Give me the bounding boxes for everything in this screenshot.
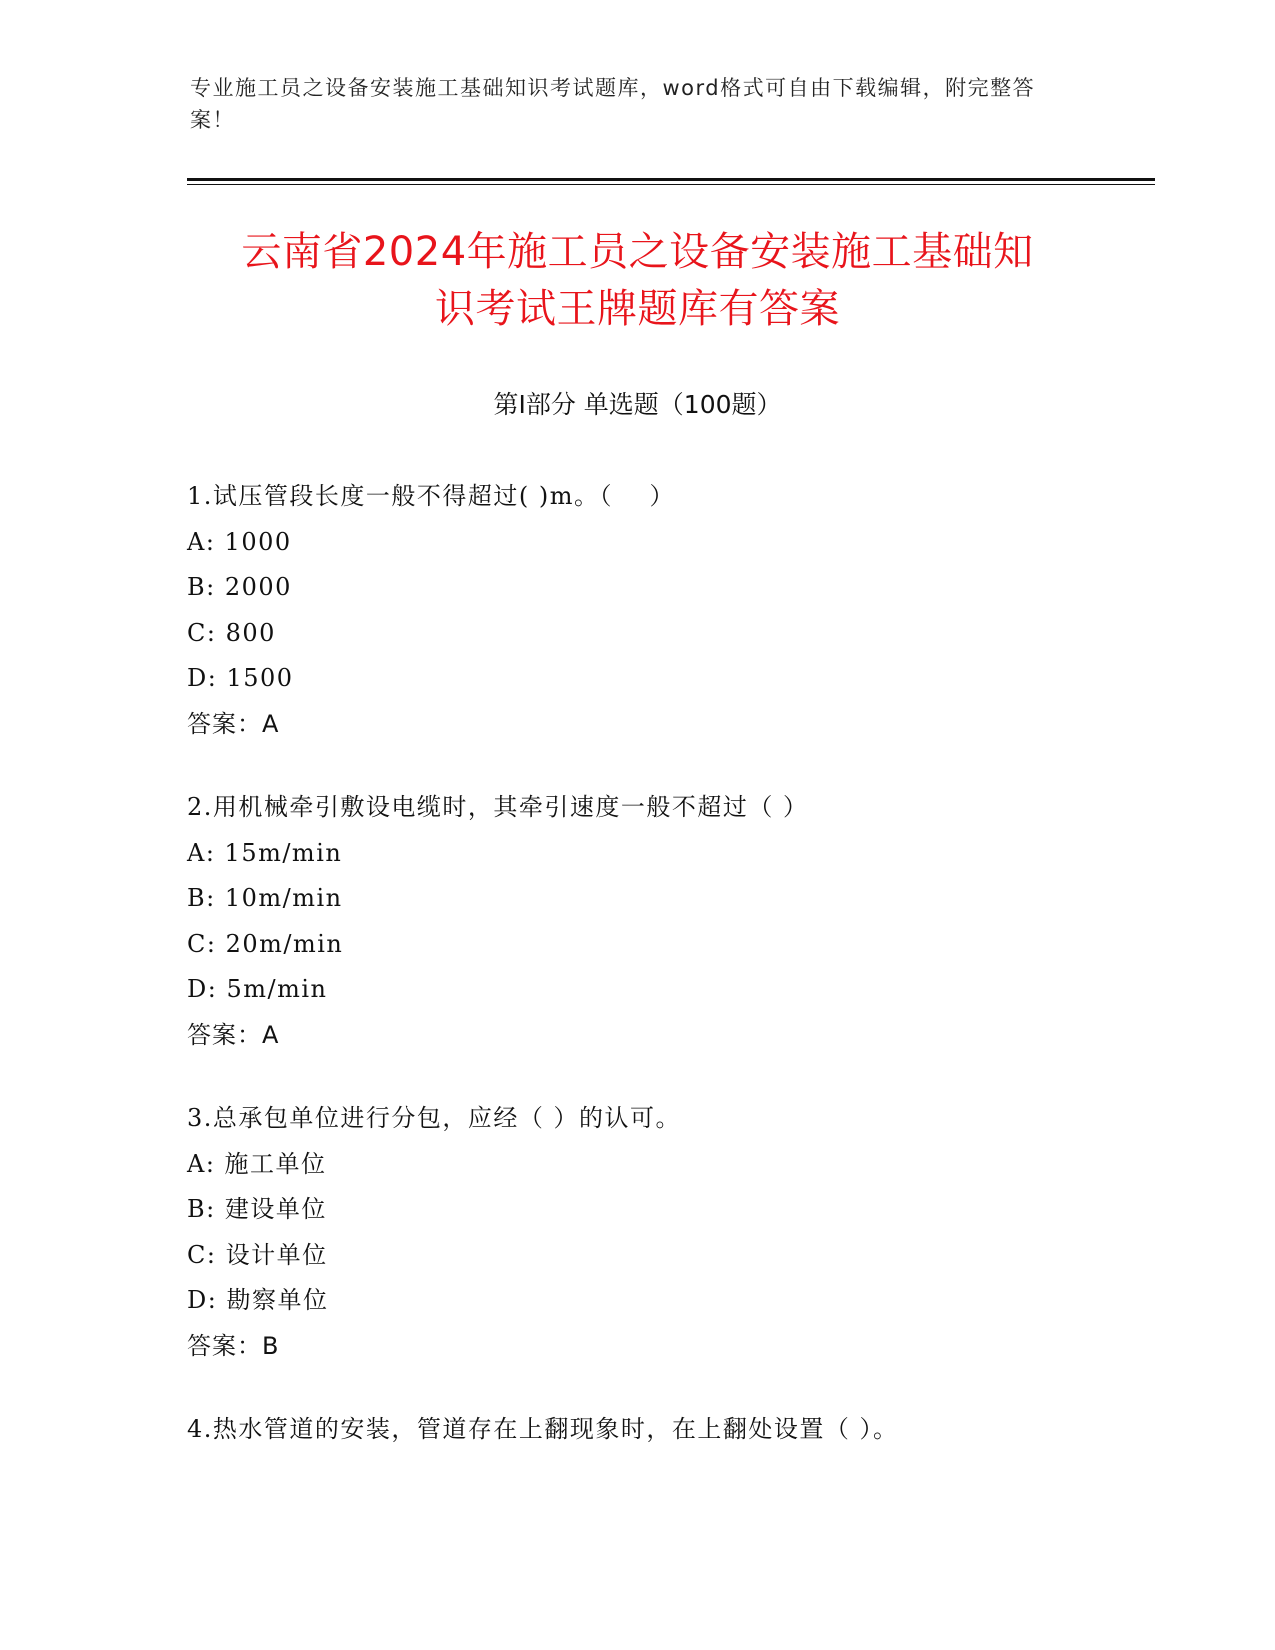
option-a: A: 1000 bbox=[187, 527, 292, 556]
document-title-line-2: 识考试王牌题库有答案 bbox=[435, 286, 840, 332]
header-note: 专业施工员之设备安装施工基础知识考试题库，word格式可自由下载编辑，附完整答案！ bbox=[190, 76, 1036, 132]
question-stem: 2.用机械牵引敷设电缆时，其牵引速度一般不超过（ ） bbox=[187, 793, 809, 821]
question-stem: 4.热水管道的安装，管道存在上翻现象时，在上翻处设置（ ）。 bbox=[187, 1415, 899, 1443]
option-c: C: 设计单位 bbox=[187, 1240, 328, 1269]
document-title-line-1: 云南省2024年施工员之设备安装施工基础知 bbox=[241, 229, 1034, 275]
option-d: D: 5m/min bbox=[187, 975, 328, 1003]
answer: 答案：A bbox=[187, 709, 280, 738]
option-b: B: 2000 bbox=[187, 573, 292, 601]
question-1 bbox=[187, 474, 1147, 747]
header-divider-thick bbox=[187, 178, 1155, 181]
option-a: A: 施工单位 bbox=[187, 1149, 327, 1178]
question-stem: 1.试压管段长度一般不得超过( )m。（ ） bbox=[187, 482, 676, 510]
option-b: B: 10m/min bbox=[187, 884, 343, 912]
section-title: 第Ⅰ部分 单选题（100题） bbox=[493, 390, 782, 419]
question-4 bbox=[187, 1407, 1147, 1453]
question-stem: 3.总承包单位进行分包，应经（ ）的认可。 bbox=[187, 1104, 682, 1132]
question-2 bbox=[187, 785, 1147, 1058]
option-a: A: 15m/min bbox=[187, 838, 343, 867]
answer: 答案：A bbox=[187, 1020, 280, 1049]
question-3 bbox=[187, 1096, 1147, 1369]
document-title bbox=[150, 224, 1125, 338]
option-d: D: 勘察单位 bbox=[187, 1286, 329, 1314]
header-divider-thin bbox=[187, 184, 1155, 185]
question-list bbox=[187, 474, 1147, 1491]
answer: 答案：B bbox=[187, 1331, 280, 1360]
option-c: C: 800 bbox=[187, 618, 276, 647]
option-b: B: 建设单位 bbox=[187, 1195, 327, 1223]
option-c: C: 20m/min bbox=[187, 929, 344, 958]
option-d: D: 1500 bbox=[187, 664, 294, 692]
